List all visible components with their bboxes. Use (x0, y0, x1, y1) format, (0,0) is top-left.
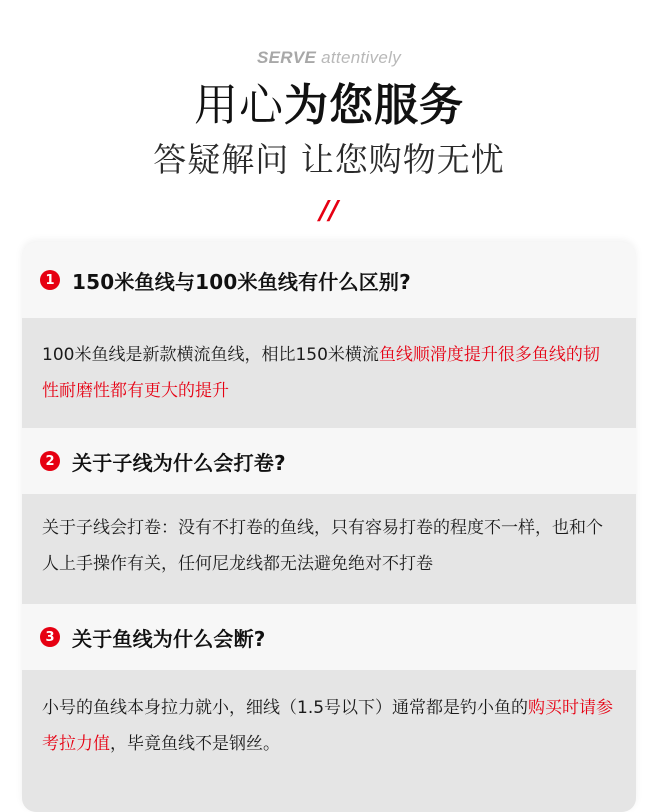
serve-light-word: attentively (321, 48, 401, 67)
faq-question-2-text: 关于子线为什么会打卷? (72, 450, 286, 475)
faq-question-3 (22, 604, 636, 670)
faq-answer-1-text: 100米鱼线是新款横流鱼线，相比150米横流 (42, 345, 379, 365)
faq-answer-3-text: 小号的鱼线本身拉力就小，细线（1.5号以下）通常都是钓小鱼的 (42, 698, 529, 718)
quote-mark-decoration: // (319, 196, 339, 226)
serve-bold-word: SERVE (256, 48, 317, 67)
faq-question-3-text: 关于鱼线为什么会断? (72, 626, 266, 651)
faq-answer-3-highlight: 购买时请参考拉力值 (42, 698, 614, 754)
number-badge-1: 1 (40, 270, 60, 290)
serve-tagline (0, 48, 658, 68)
page-title (0, 78, 658, 134)
number-badge-2: 2 (40, 451, 60, 471)
faq-answer-1 (22, 318, 636, 428)
number-badge-3: 3 (40, 627, 60, 647)
faq-panel (22, 242, 636, 812)
faq-answer-2 (22, 494, 636, 604)
faq-answer-2-text: 关于子线会打卷：没有不打卷的鱼线，只有容易打卷的程度不一样，也和个人上手操作有关，任何尼龙线都无法避免绝对不打卷 (42, 518, 603, 574)
title-light-part: 用心 (194, 80, 284, 131)
faq-question-1-text: 150米鱼线与100米鱼线有什么区别? (72, 269, 411, 294)
faq-question-1 (22, 242, 636, 318)
title-bold-part: 为您服务 (284, 80, 464, 131)
faq-question-2 (22, 428, 636, 494)
page-subtitle: 答疑解问 让您购物无忧 (153, 140, 505, 179)
faq-answer-3 (22, 670, 636, 812)
faq-answer-1-highlight: 鱼线顺滑度提升很多鱼线的韧性耐磨性都有更大的提升 (42, 345, 600, 401)
faq-answer-3-tail: ，毕竟鱼线不是钢丝。 (110, 734, 280, 754)
